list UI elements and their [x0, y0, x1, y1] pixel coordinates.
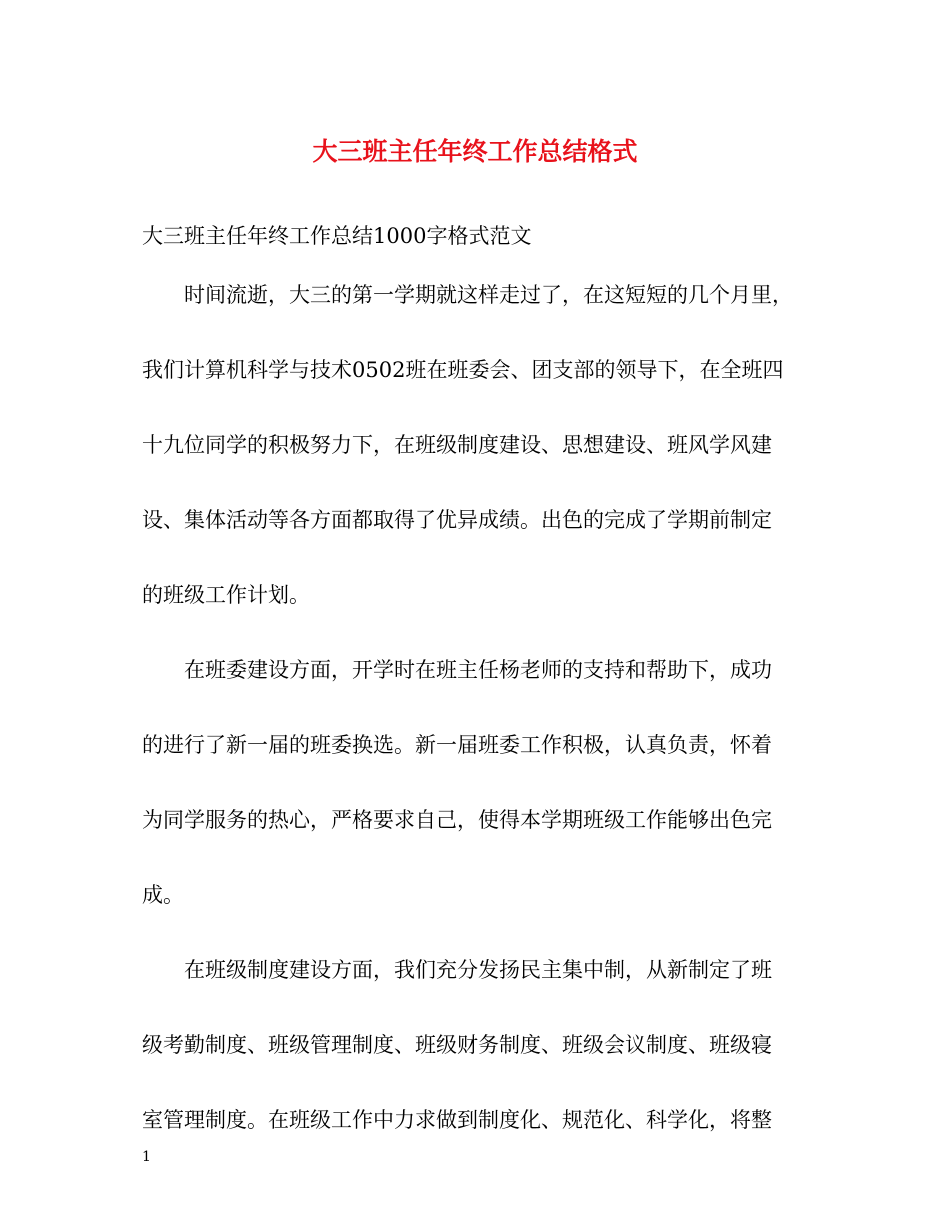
- body-line: 室管理制度。在班级工作中力求做到制度化、规范化、科学化，将整: [142, 1108, 772, 1132]
- body-line: 设、集体活动等各方面都取得了优异成绩。出色的完成了学期前制定: [142, 508, 772, 532]
- body-line: 在班级制度建设方面，我们充分发扬民主集中制，从新制定了班: [184, 958, 772, 982]
- body-line: 的班级工作计划。: [142, 583, 310, 607]
- body-line: 我们计算机科学与技术0502班在班委会、团支部的领导下，在全班四: [142, 358, 784, 382]
- document-body: [142, 275, 802, 1175]
- body-line: 在班委建设方面，开学时在班主任杨老师的支持和帮助下，成功: [184, 658, 772, 682]
- body-line: 为同学服务的热心，严格要求自己，使得本学期班级工作能够出色完: [142, 808, 772, 832]
- document-subtitle: 大三班主任年终工作总结1000字格式范文: [142, 224, 532, 248]
- body-line: 十九位同学的积极努力下，在班级制度建设、思想建设、班风学风建: [142, 433, 772, 457]
- body-line: 的进行了新一届的班委换选。新一届班委工作积极，认真负责，怀着: [142, 733, 772, 757]
- document-title: 大三班主任年终工作总结格式: [312, 137, 638, 166]
- body-line: 时间流逝，大三的第一学期就这样走过了，在这短短的几个月里，: [184, 283, 793, 307]
- body-line: 成。: [142, 883, 184, 907]
- page-number: 1: [142, 1149, 151, 1165]
- body-line: 级考勤制度、班级管理制度、班级财务制度、班级会议制度、班级寝: [142, 1033, 772, 1057]
